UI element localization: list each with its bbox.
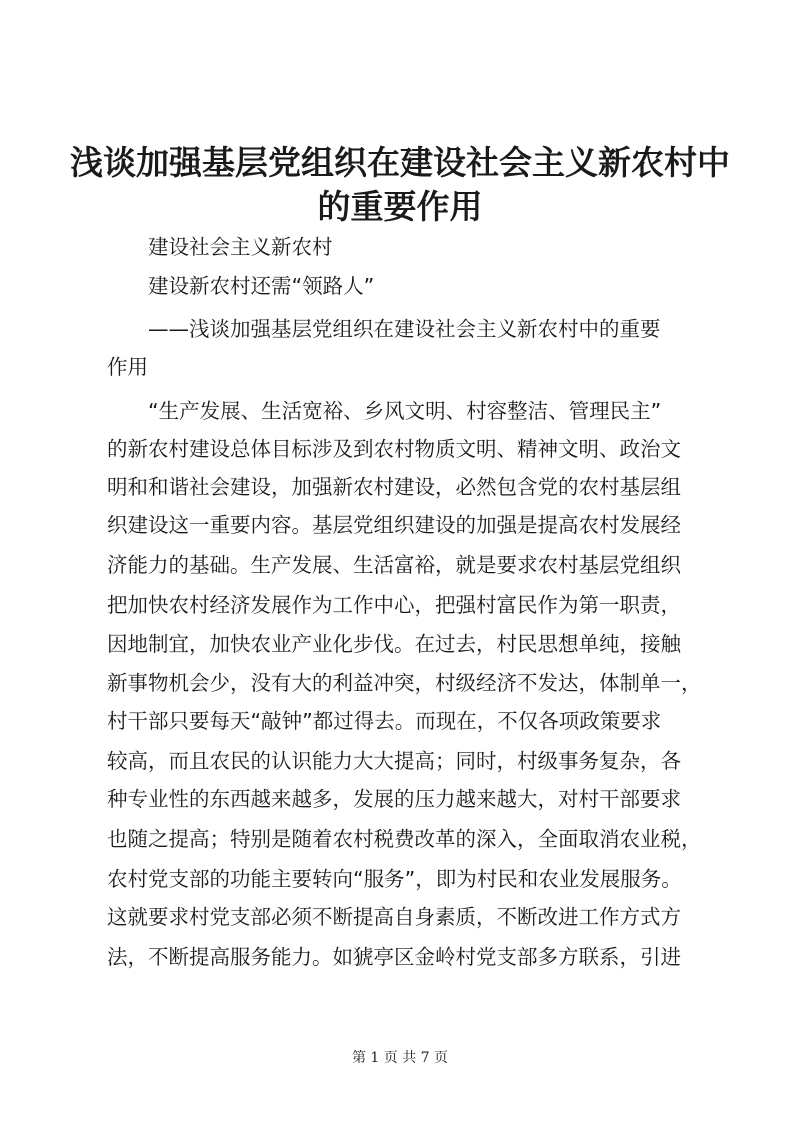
paragraph-line: 因地制宜，加快农业产业化步伐。在过去，村民思想单纯，接触 <box>107 632 681 656</box>
paragraph-line: 织建设这一重要内容。基层党组织建设的加强是提高农村发展经 <box>107 513 681 537</box>
paragraph-line: 明和和谐社会建设，加强新农村建设，必然包含党的农村基层组 <box>107 475 681 499</box>
paragraph-line: 也随之提高；特别是随着农村税费改革的深入，全面取消农业税， <box>107 827 702 851</box>
subtitle-line: 建设新农村还需“领路人” <box>148 274 375 298</box>
paragraph-line: 这就要求村党支部必须不断提高自身素质，不断改进工作方式方 <box>107 905 681 929</box>
paragraph-line: 的新农村建设总体目标涉及到农村物质文明、精神文明、政治文 <box>107 437 681 461</box>
document-title-line-2: 的重要作用 <box>317 187 483 226</box>
paragraph-line: 村干部只要每天“敲钟”都过得去。而现在，不仅各项政策要求 <box>107 709 662 733</box>
paragraph-line: 把加快农村经济发展作为工作中心，把强村富民作为第一职责， <box>107 593 681 617</box>
paragraph-line: “生产发展、生活宽裕、乡风文明、村容整洁、管理民主” <box>148 399 662 423</box>
paragraph-line: 济能力的基础。生产发展、生活富裕，就是要求农村基层党组织 <box>107 553 681 577</box>
paragraph-line: 农村党支部的功能主要转向“服务”，即为村民和农业发展服务。 <box>107 867 682 891</box>
page-number-footer: 第 1 页 共 7 页 <box>351 1050 449 1066</box>
paragraph-line: 较高，而且农民的认识能力大大提高；同时，村级事务复杂，各 <box>107 749 681 773</box>
paragraph-line: 新事物机会少，没有大的利益冲突，村级经济不发达，体制单一， <box>107 671 702 695</box>
subtitle-line: 建设社会主义新农村 <box>148 235 333 259</box>
subtitle-line: 作用 <box>107 355 148 379</box>
paragraph-line: 种专业性的东西越来越多，发展的压力越来越大，对村干部要求 <box>107 787 681 811</box>
paragraph-line: 法，不断提高服务能力。如猇亭区金岭村党支部多方联系，引进 <box>107 945 681 969</box>
document-title-line-1: 浅谈加强基层党组织在建设社会主义新农村中 <box>70 143 730 182</box>
subtitle-line: ——浅谈加强基层党组织在建设社会主义新农村中的重要 <box>148 317 661 341</box>
